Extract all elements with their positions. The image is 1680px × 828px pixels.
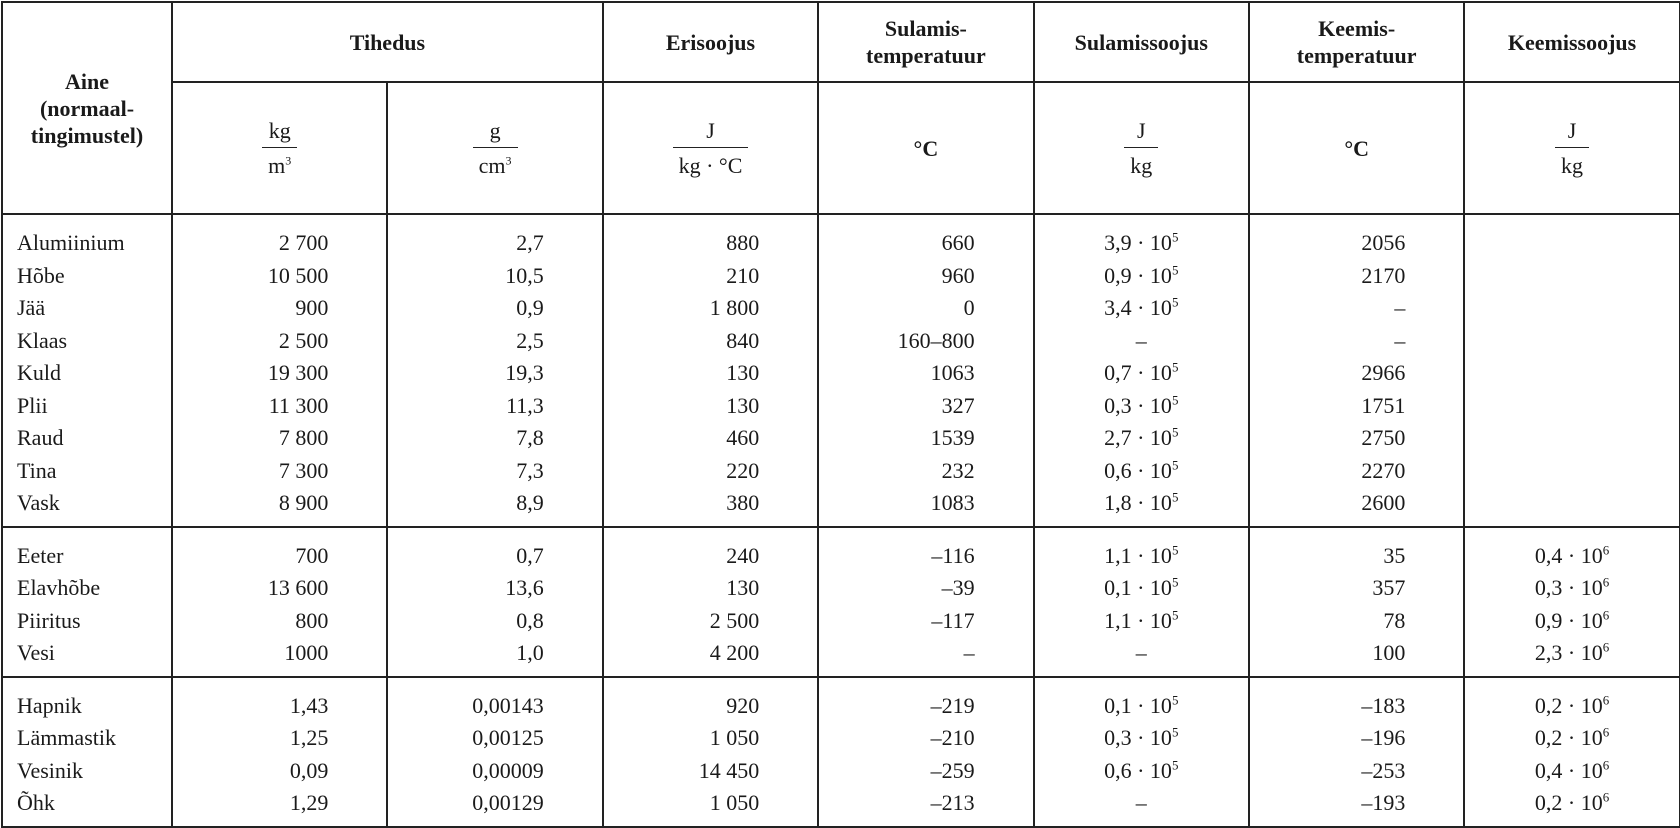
cell-melting-heat-mantissa: 1,1 · 10 [1104,607,1172,633]
cell-density-si: 1000 [172,637,387,677]
cell-boiling-temp: 1751 [1249,390,1464,423]
cell-substance: Vesi [2,637,172,677]
cell-substance: Vesinik [2,755,172,788]
cell-specific-heat: 4 200 [603,637,818,677]
cell-substance: Alumiinium [2,214,172,260]
cell-boiling-temp: 78 [1249,605,1464,638]
cell-melting-heat-mantissa: – [1135,790,1147,815]
cell-melting-heat [1034,755,1249,788]
cell-substance: Raud [2,422,172,455]
header-melting-heat: Sulamissoojus [1034,2,1249,82]
unit-density-si [172,82,387,214]
cell-specific-heat: 840 [603,325,818,358]
cell-boiling-heat-exponent: 6 [1602,692,1610,708]
cell-melting-heat [1034,722,1249,755]
unit-density-cgs [387,82,602,214]
header-melting-temp [818,2,1033,82]
cell-boiling-temp: 35 [1249,527,1464,573]
cell-melting-heat [1034,527,1249,573]
cell-specific-heat: 380 [603,487,818,527]
cell-melting-heat [1034,637,1249,677]
unit-density-si-exp: 3 [285,153,292,168]
table-row [2,677,1680,723]
cell-boiling-temp: 2056 [1249,214,1464,260]
cell-melting-temp: 660 [818,214,1033,260]
cell-substance: Vask [2,487,172,527]
cell-melting-heat-exponent: 5 [1171,574,1179,590]
cell-melting-heat-exponent: 5 [1171,489,1179,505]
table-row [2,527,1680,573]
cell-density-cgs: 10,5 [387,260,602,293]
table-body [2,214,1680,827]
cell-density-cgs: 0,7 [387,527,602,573]
cell-boiling-heat [1464,325,1679,358]
cell-melting-temp: –116 [818,527,1033,573]
cell-melting-heat [1034,260,1249,293]
cell-melting-heat-exponent: 5 [1171,262,1179,278]
table-row [2,487,1680,527]
cell-density-cgs: 7,3 [387,455,602,488]
header-melting-temp-line-2: temperatuur [866,43,986,68]
cell-boiling-heat-mantissa: 0,4 · 10 [1534,757,1603,783]
cell-specific-heat: 920 [603,677,818,723]
cell-melting-heat-mantissa: 0,6 · 10 [1104,457,1172,483]
cell-boiling-heat [1464,487,1679,527]
cell-substance: Tina [2,455,172,488]
cell-melting-heat-mantissa: 0,3 · 10 [1104,392,1172,418]
cell-melting-temp: –39 [818,572,1033,605]
cell-melting-heat [1034,357,1249,390]
cell-density-cgs: 0,8 [387,605,602,638]
cell-melting-heat-mantissa: 2,7 · 10 [1104,425,1172,450]
unit-melting-temp: °C [818,82,1033,214]
table-row [2,722,1680,755]
cell-specific-heat: 1 050 [603,722,818,755]
cell-melting-heat-exponent: 5 [1171,229,1179,245]
table-row [2,572,1680,605]
cell-specific-heat: 460 [603,422,818,455]
table-row [2,325,1680,358]
cell-density-cgs: 0,00125 [387,722,602,755]
header-density: Tihedus [172,2,603,82]
cell-melting-temp: –210 [818,722,1033,755]
cell-boiling-heat-exponent: 6 [1602,639,1610,655]
cell-substance: Lämmastik [2,722,172,755]
cell-melting-heat [1034,422,1249,455]
cell-melting-heat-mantissa: 0,1 · 10 [1104,692,1172,718]
cell-boiling-heat-exponent: 6 [1602,607,1610,623]
cell-substance: Jää [2,292,172,325]
cell-melting-heat-exponent: 5 [1171,424,1179,440]
cell-melting-heat-mantissa: 0,9 · 10 [1104,262,1172,288]
cell-melting-heat [1034,325,1249,358]
cell-boiling-heat-mantissa: 0,2 · 10 [1534,725,1603,750]
cell-substance: Õhk [2,787,172,827]
header-boiling-temp-line-1: Keemis- [1318,16,1396,41]
cell-boiling-heat [1464,455,1679,488]
cell-boiling-heat-exponent: 6 [1602,789,1610,805]
unit-density-si-den: m [268,152,286,178]
header-substance-line-1: Aine [65,68,109,94]
table-row [2,260,1680,293]
table-row [2,292,1680,325]
cell-density-si: 7 800 [172,422,387,455]
cell-melting-temp: –117 [818,605,1033,638]
table-row [2,214,1680,260]
cell-melting-temp: 1083 [818,487,1033,527]
cell-density-si: 19 300 [172,357,387,390]
cell-specific-heat: 14 450 [603,755,818,788]
cell-density-si: 11 300 [172,390,387,423]
table-row [2,357,1680,390]
table-row [2,755,1680,788]
cell-boiling-temp: 2270 [1249,455,1464,488]
cell-melting-heat-exponent: 5 [1171,692,1179,708]
cell-melting-temp: 327 [818,390,1033,423]
table-row [2,422,1680,455]
cell-melting-heat-exponent: 5 [1171,542,1179,558]
cell-boiling-heat-exponent: 6 [1602,542,1610,558]
header-specific-heat: Erisoojus [603,2,818,82]
table-row [2,605,1680,638]
cell-density-cgs: 0,9 [387,292,602,325]
cell-specific-heat: 880 [603,214,818,260]
header-boiling-temp [1249,2,1464,82]
cell-density-si: 7 300 [172,455,387,488]
cell-substance: Eeter [2,527,172,573]
cell-melting-temp: –219 [818,677,1033,723]
cell-boiling-temp: 100 [1249,637,1464,677]
cell-density-si: 1,29 [172,787,387,827]
cell-melting-heat [1034,292,1249,325]
cell-density-si: 0,09 [172,755,387,788]
cell-density-cgs: 11,3 [387,390,602,423]
cell-boiling-heat [1464,722,1679,755]
cell-melting-temp: – [818,637,1033,677]
cell-melting-heat [1034,605,1249,638]
cell-substance: Kuld [2,357,172,390]
cell-boiling-temp: –183 [1249,677,1464,723]
cell-boiling-heat-mantissa: 0,9 · 10 [1534,607,1603,633]
cell-density-cgs: 19,3 [387,357,602,390]
header-substance [2,2,172,214]
cell-melting-heat-exponent: 5 [1171,607,1179,623]
header-melting-temp-line-1: Sulamis- [884,16,967,41]
cell-boiling-heat-mantissa: 0,2 · 10 [1534,790,1603,815]
cell-boiling-heat [1464,357,1679,390]
cell-boiling-heat [1464,572,1679,605]
cell-melting-heat-exponent: 5 [1171,294,1179,310]
header-boiling-heat: Keemissoojus [1464,2,1679,82]
cell-melting-heat-mantissa: 0,6 · 10 [1104,757,1172,783]
cell-substance: Piiritus [2,605,172,638]
cell-density-si: 700 [172,527,387,573]
cell-melting-heat-mantissa: 3,4 · 10 [1104,295,1172,320]
cell-boiling-heat [1464,605,1679,638]
cell-substance: Hõbe [2,260,172,293]
cell-density-si: 900 [172,292,387,325]
unit-specific-heat-den: kg · °C [673,147,749,178]
cell-specific-heat: 240 [603,527,818,573]
cell-melting-heat-mantissa: – [1135,327,1147,353]
cell-melting-heat [1034,214,1249,260]
cell-melting-heat [1034,572,1249,605]
cell-density-si: 10 500 [172,260,387,293]
unit-melting-heat [1034,82,1249,214]
cell-melting-heat-exponent: 5 [1171,359,1179,375]
cell-melting-heat-mantissa: 1,1 · 10 [1104,542,1172,568]
cell-melting-temp: 1539 [818,422,1033,455]
cell-specific-heat: 130 [603,390,818,423]
cell-melting-heat-mantissa: 3,9 · 10 [1104,230,1172,255]
cell-boiling-heat [1464,637,1679,677]
cell-density-cgs: 2,7 [387,214,602,260]
cell-melting-temp: 160–800 [818,325,1033,358]
cell-boiling-heat-exponent: 6 [1602,724,1610,740]
table-header [2,2,1680,214]
cell-density-cgs: 0,00143 [387,677,602,723]
cell-boiling-temp: 2966 [1249,357,1464,390]
cell-melting-heat-mantissa: 0,7 · 10 [1104,360,1172,385]
unit-density-cgs-exp: 3 [505,153,512,168]
cell-density-cgs: 1,0 [387,637,602,677]
unit-specific-heat-num: J [706,117,715,143]
cell-boiling-temp: – [1249,292,1464,325]
cell-boiling-heat [1464,787,1679,827]
cell-boiling-temp: –193 [1249,787,1464,827]
cell-density-si: 2 700 [172,214,387,260]
cell-melting-temp: 960 [818,260,1033,293]
cell-density-si: 13 600 [172,572,387,605]
cell-boiling-heat [1464,755,1679,788]
cell-melting-heat [1034,390,1249,423]
unit-melting-heat-den: kg [1124,147,1158,178]
cell-boiling-heat [1464,214,1679,260]
cell-boiling-heat-mantissa: 2,3 · 10 [1534,640,1603,665]
cell-density-cgs: 0,00009 [387,755,602,788]
cell-specific-heat: 1 800 [603,292,818,325]
unit-boiling-heat [1464,82,1679,214]
cell-melting-heat [1034,787,1249,827]
cell-melting-heat [1034,487,1249,527]
cell-melting-heat-mantissa: 0,1 · 10 [1104,575,1172,600]
cell-substance: Klaas [2,325,172,358]
cell-density-si: 1,43 [172,677,387,723]
cell-density-si: 2 500 [172,325,387,358]
unit-boiling-heat-num: J [1567,117,1577,143]
cell-boiling-heat-exponent: 6 [1602,574,1610,590]
cell-melting-temp: –259 [818,755,1033,788]
unit-melting-heat-num: J [1136,117,1146,143]
cell-specific-heat: 130 [603,572,818,605]
cell-specific-heat: 130 [603,357,818,390]
cell-melting-temp: 0 [818,292,1033,325]
unit-boiling-heat-den: kg [1555,147,1589,178]
cell-melting-heat [1034,455,1249,488]
cell-density-cgs: 13,6 [387,572,602,605]
cell-melting-temp: 232 [818,455,1033,488]
cell-melting-heat-exponent: 5 [1171,757,1179,773]
cell-density-si: 1,25 [172,722,387,755]
cell-substance: Plii [2,390,172,423]
cell-boiling-temp: –196 [1249,722,1464,755]
unit-density-cgs-num: g [489,117,501,143]
cell-specific-heat: 220 [603,455,818,488]
cell-boiling-temp: 357 [1249,572,1464,605]
cell-density-cgs: 8,9 [387,487,602,527]
cell-density-cgs: 0,00129 [387,787,602,827]
cell-boiling-temp: 2750 [1249,422,1464,455]
table-row [2,455,1680,488]
cell-boiling-temp: – [1249,325,1464,358]
cell-boiling-heat [1464,677,1679,723]
cell-melting-heat-mantissa: 0,3 · 10 [1104,725,1172,750]
cell-specific-heat: 1 050 [603,787,818,827]
cell-density-si: 8 900 [172,487,387,527]
header-substance-line-3: tingimustel) [30,122,144,148]
cell-melting-heat-exponent: 5 [1171,724,1179,740]
cell-boiling-heat-mantissa: 0,4 · 10 [1534,542,1603,568]
cell-boiling-temp: 2170 [1249,260,1464,293]
cell-melting-heat [1034,677,1249,723]
cell-melting-heat-exponent: 5 [1171,392,1179,408]
cell-boiling-heat [1464,292,1679,325]
cell-substance: Elavhõbe [2,572,172,605]
table-row [2,787,1680,827]
properties-table [1,1,1680,828]
header-boiling-temp-line-2: temperatuur [1296,43,1417,68]
unit-boiling-temp: °C [1249,82,1464,214]
cell-boiling-heat [1464,527,1679,573]
unit-density-si-num: kg [268,117,291,143]
cell-boiling-heat [1464,260,1679,293]
cell-boiling-heat [1464,422,1679,455]
cell-specific-heat: 2 500 [603,605,818,638]
cell-substance: Hapnik [2,677,172,723]
unit-density-cgs-den: cm [478,152,506,178]
cell-boiling-heat-mantissa: 0,2 · 10 [1534,692,1603,718]
cell-density-cgs: 7,8 [387,422,602,455]
cell-density-si: 800 [172,605,387,638]
cell-melting-heat-mantissa: – [1135,640,1147,665]
cell-boiling-heat-mantissa: 0,3 · 10 [1534,575,1603,600]
cell-melting-temp: –213 [818,787,1033,827]
cell-boiling-temp: 2600 [1249,487,1464,527]
header-substance-line-2: (normaal- [39,95,135,121]
unit-specific-heat [603,82,818,214]
table-row [2,637,1680,677]
cell-melting-heat-mantissa: 1,8 · 10 [1104,490,1172,515]
cell-boiling-heat [1464,390,1679,423]
cell-melting-heat-exponent: 5 [1171,457,1179,473]
cell-density-cgs: 2,5 [387,325,602,358]
table-row [2,390,1680,423]
cell-specific-heat: 210 [603,260,818,293]
cell-boiling-temp: –253 [1249,755,1464,788]
cell-melting-temp: 1063 [818,357,1033,390]
cell-boiling-heat-exponent: 6 [1602,757,1610,773]
